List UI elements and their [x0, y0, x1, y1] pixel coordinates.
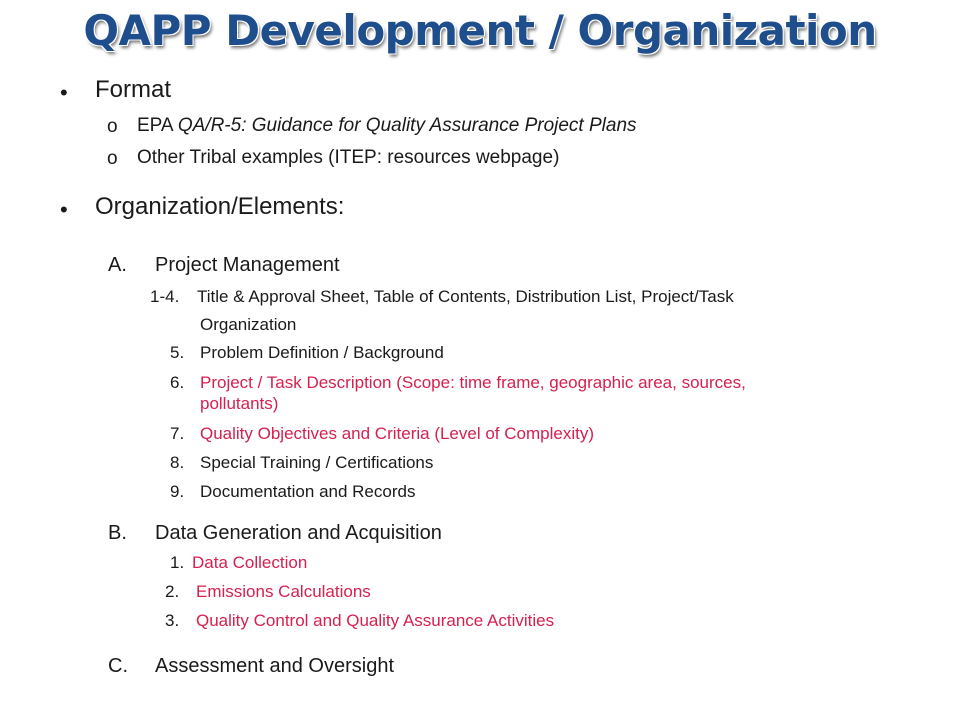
bullet-format: Format [95, 76, 172, 103]
item-text: Documentation and Records [200, 482, 416, 501]
item-text-highlight: Quality Objectives and Criteria (Level of Complexity) [200, 424, 594, 443]
item-num: 9. [170, 482, 185, 501]
bullet-organization: Organization/Elements: [95, 193, 345, 220]
item-num: 8. [170, 453, 185, 472]
item-text-highlight: Project / Task Description (Scope: time frame, geographic area, sources, [200, 373, 746, 392]
item-text-highlight: Quality Control and Quality Assurance Activities [196, 611, 555, 630]
item-text-highlight: Data Collection [192, 553, 308, 572]
sub-bullet-marker: o [107, 148, 118, 169]
item-num: 1. [170, 553, 185, 572]
item-text-cont: Organization [200, 315, 297, 334]
section-b-label: Data Generation and Acquisition [155, 522, 442, 544]
item-text: Title & Approval Sheet, Table of Contents, Distribution List, Project/Task [197, 287, 734, 306]
item-num: 3. [165, 611, 180, 630]
item-num: 1-4. [150, 287, 180, 306]
item-text: Special Training / Certifications [200, 453, 434, 472]
bullet-dot-icon: • [60, 197, 68, 222]
section-b-letter: B. [108, 522, 127, 544]
item-num: 6. [170, 373, 185, 392]
sub-bullet-tribal: Other Tribal examples (ITEP: resources webpage) [137, 147, 560, 168]
section-a-letter: A. [108, 254, 127, 276]
section-c-letter: C. [108, 655, 128, 677]
item-num: 7. [170, 424, 185, 443]
item-text-highlight-cont: pollutants) [200, 394, 279, 413]
item-text-highlight: Emissions Calculations [196, 582, 371, 601]
sub-bullet-epa-prefix: EPA [137, 115, 178, 136]
sub-bullet-marker: o [107, 116, 118, 137]
item-text: Problem Definition / Background [200, 343, 444, 362]
sub-bullet-epa-title: QA/R-5: Guidance for Quality Assurance Project Plans [177, 115, 637, 136]
section-a-label: Project Management [155, 254, 340, 276]
sub-bullet-epa [137, 115, 637, 137]
item-num: 2. [165, 582, 180, 601]
slide-title: QAPP Development / Organization [83, 6, 877, 55]
section-c-label: Assessment and Oversight [155, 655, 394, 677]
bullet-dot-icon: • [60, 80, 68, 105]
item-num: 5. [170, 343, 185, 362]
